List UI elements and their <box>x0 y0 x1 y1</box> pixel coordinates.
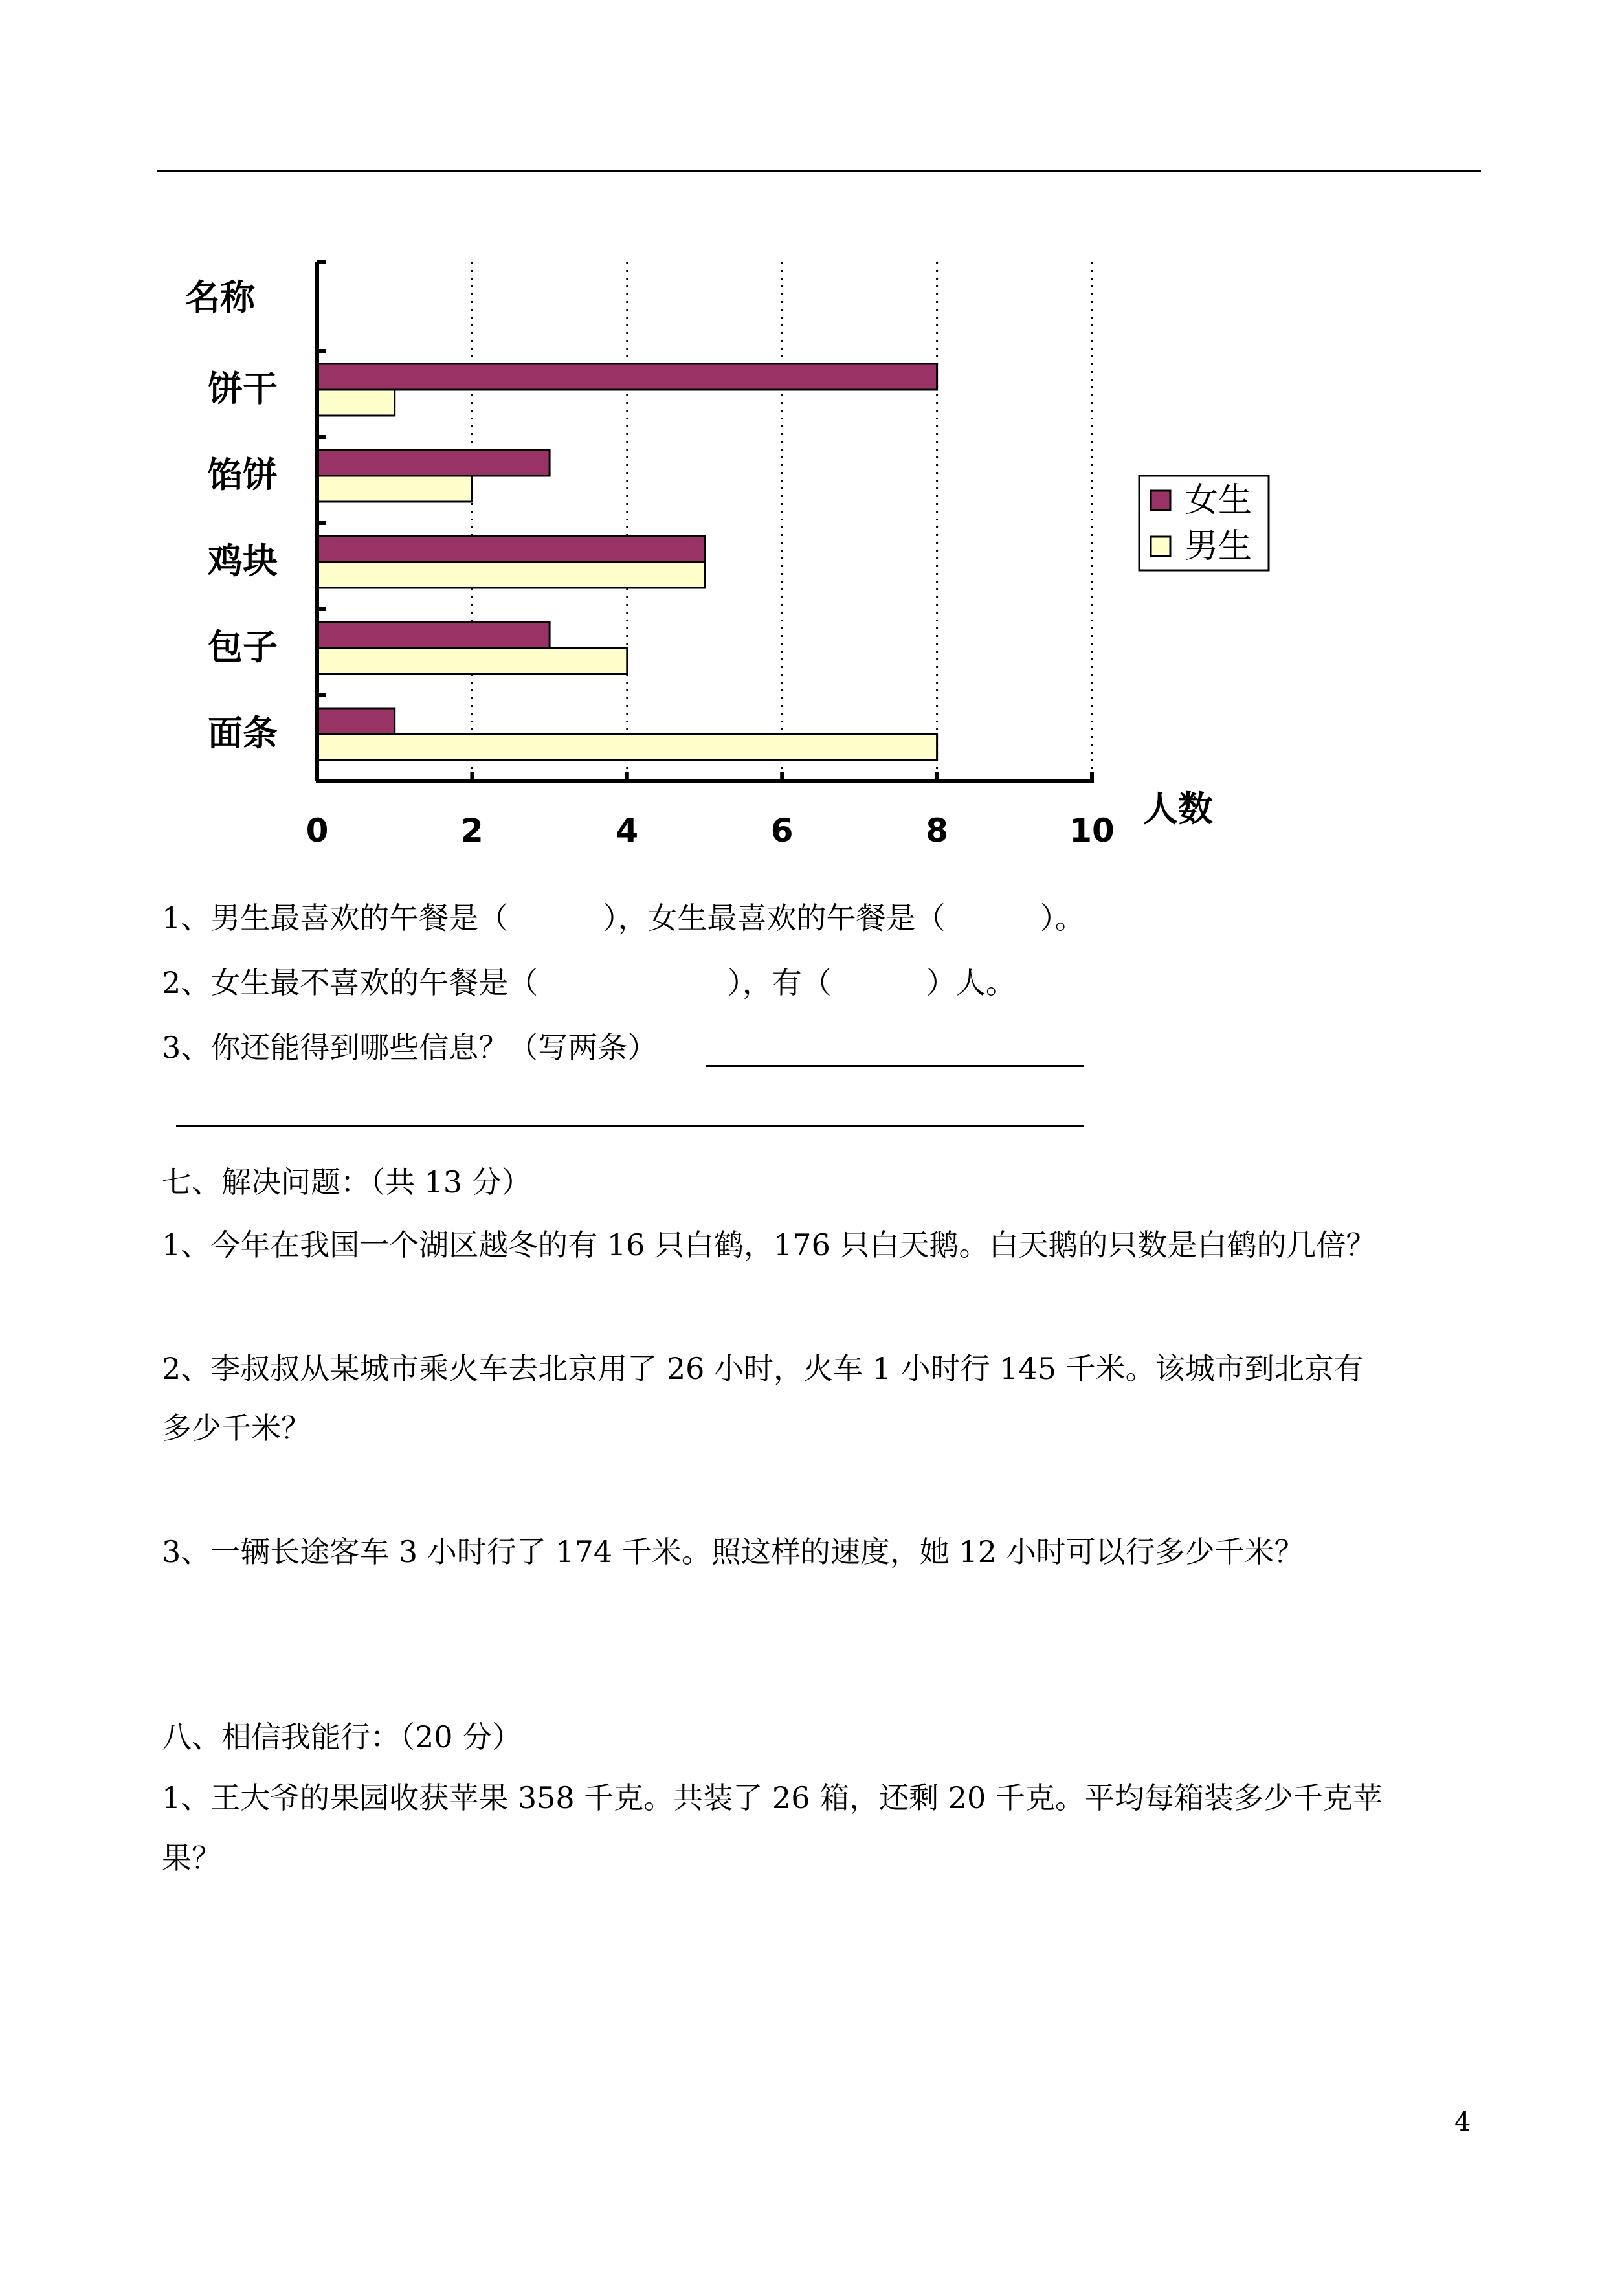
category-label: 饼干 <box>208 368 278 409</box>
section-8-title: 八、相信我能行：（20 分） <box>162 1719 522 1754</box>
question-2: 2、女生最不喜欢的午餐是（ ），有（ ）人。 <box>162 965 1016 1000</box>
x-tick-label: 6 <box>770 812 794 849</box>
category-label: 包子 <box>208 627 278 667</box>
category-label: 鸡块 <box>208 541 278 581</box>
bar-面条-男生 <box>317 734 937 760</box>
lunch-preference-chart <box>0 0 1624 906</box>
bar-馅饼-男生 <box>317 476 472 502</box>
x-axis-label: 人数 <box>1143 789 1213 829</box>
question-3: 3、你还能得到哪些信息？（写两条） <box>162 1030 658 1065</box>
y-axis-label: 名称 <box>185 277 255 318</box>
x-tick-label: 10 <box>1069 812 1115 849</box>
bar-面条-女生 <box>317 708 395 734</box>
bar-馅饼-女生 <box>317 450 550 476</box>
section-7-problem-1: 1、今年在我国一个湖区越冬的有 16 只白鹤，176 只白天鹅。白天鹅的只数是白鹤的几倍？ <box>162 1227 1376 1262</box>
section-7-problem-2: 2、李叔叔从某城市乘火车去北京用了 26 小时，火车 1 小时行 145 千米。该城市到北京有 <box>162 1351 1364 1386</box>
legend-swatch-girls <box>1151 491 1170 510</box>
page-number: 4 <box>1454 2107 1471 2137</box>
x-tick-label: 2 <box>461 812 484 849</box>
section-7-problem-3: 3、一辆长途客车 3 小时行了 174 千米。照这样的速度，她 12 小时可以行多少千米？ <box>162 1534 1304 1569</box>
section-7-problem-2-cont: 多少千米？ <box>162 1411 311 1446</box>
bar-鸡块-男生 <box>317 562 705 588</box>
bar-包子-男生 <box>317 648 627 674</box>
chart-bars <box>317 364 937 760</box>
bar-饼干-男生 <box>317 390 395 416</box>
answer-blank-2[interactable] <box>176 1125 1084 1127</box>
category-label: 面条 <box>208 713 278 754</box>
x-tick-label: 4 <box>616 812 639 849</box>
legend-swatch-boys <box>1151 537 1170 556</box>
bar-饼干-女生 <box>317 364 937 390</box>
category-label: 馅饼 <box>208 454 278 495</box>
chart-legend <box>1139 476 1269 570</box>
x-tick-label: 8 <box>926 812 948 849</box>
bar-鸡块-女生 <box>317 536 705 562</box>
section-8-problem-1: 1、王大爷的果园收获苹果 358 千克。共装了 26 箱，还剩 20 千克。平均每箱装多少千克苹 <box>162 1780 1383 1815</box>
legend-label-boys: 男生 <box>1185 527 1252 566</box>
legend-label-girls: 女生 <box>1185 481 1252 520</box>
question-1: 1、男生最喜欢的午餐是（ ），女生最喜欢的午餐是（ ）。 <box>162 900 1085 935</box>
answer-blank-1[interactable] <box>706 1065 1084 1067</box>
x-tick-label: 0 <box>306 812 329 849</box>
bar-包子-女生 <box>317 622 550 648</box>
chart-grid <box>472 262 1092 781</box>
section-8-problem-1-cont: 果？ <box>162 1840 221 1875</box>
section-7-title: 七、解决问题：（共 13 分） <box>162 1165 531 1200</box>
